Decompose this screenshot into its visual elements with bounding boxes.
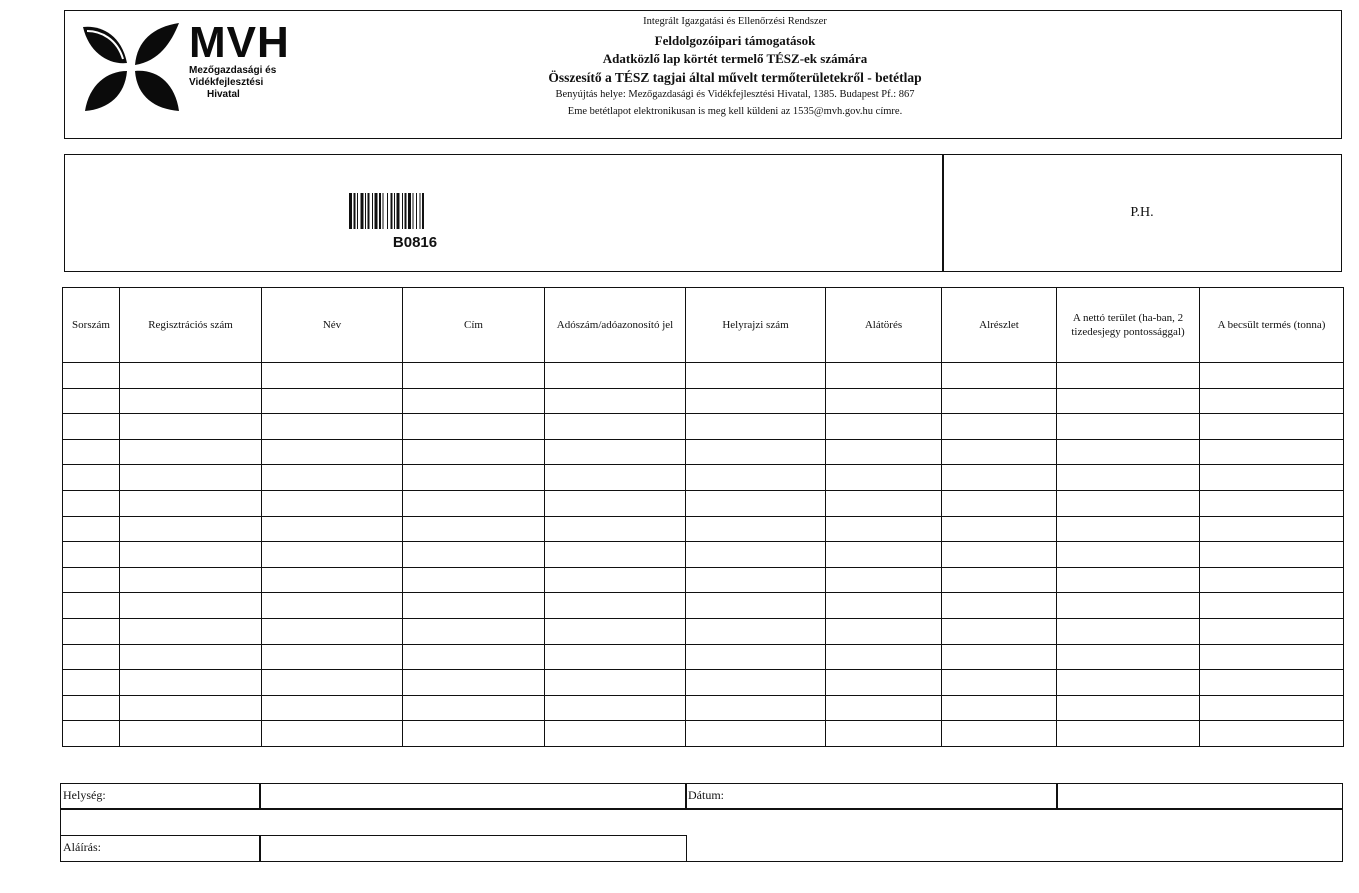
table-cell[interactable]	[1200, 363, 1344, 389]
signature-field[interactable]	[259, 835, 687, 862]
table-cell[interactable]	[262, 542, 403, 568]
table-row	[63, 644, 1344, 670]
table-cell[interactable]	[686, 644, 826, 670]
table-cell[interactable]	[120, 721, 262, 747]
table-cell[interactable]	[1057, 363, 1200, 389]
table-cell[interactable]	[942, 721, 1057, 747]
table-cell[interactable]	[942, 490, 1057, 516]
table-cell[interactable]	[826, 695, 942, 721]
table-cell[interactable]	[120, 465, 262, 491]
table-cell[interactable]	[545, 388, 686, 414]
table-cell[interactable]	[826, 363, 942, 389]
table-cell[interactable]	[403, 593, 545, 619]
table-cell[interactable]	[1057, 388, 1200, 414]
table-cell[interactable]	[686, 567, 826, 593]
table-cell[interactable]	[63, 439, 120, 465]
table-cell[interactable]	[262, 388, 403, 414]
table-cell[interactable]	[63, 465, 120, 491]
form-title: Adatközlő lap körtét termelő TÉSZ-ek számára	[602, 51, 868, 66]
column-header: Név	[262, 288, 403, 363]
table-cell[interactable]	[826, 542, 942, 568]
table-row	[63, 542, 1344, 568]
table-cell[interactable]	[686, 542, 826, 568]
table-cell[interactable]	[403, 644, 545, 670]
table-cell[interactable]	[545, 414, 686, 440]
table-cell[interactable]	[826, 721, 942, 747]
table-cell[interactable]	[686, 388, 826, 414]
table-cell[interactable]	[942, 695, 1057, 721]
table-cell[interactable]	[403, 439, 545, 465]
table-cell[interactable]	[1057, 618, 1200, 644]
table-cell[interactable]	[63, 618, 120, 644]
table-row	[63, 465, 1344, 491]
table-cell[interactable]	[1057, 439, 1200, 465]
table-cell[interactable]	[686, 414, 826, 440]
table-row	[63, 618, 1344, 644]
table-cell[interactable]	[545, 644, 686, 670]
table-cell[interactable]	[1200, 516, 1344, 542]
table-cell[interactable]	[545, 439, 686, 465]
table-cell[interactable]	[1200, 388, 1344, 414]
column-header: Helyrajzi szám	[686, 288, 826, 363]
table-cell[interactable]	[686, 465, 826, 491]
signature-label: Aláírás:	[60, 835, 261, 862]
table-cell[interactable]	[826, 593, 942, 619]
table-cell[interactable]	[262, 618, 403, 644]
table-row	[63, 567, 1344, 593]
table-row	[63, 490, 1344, 516]
table-cell[interactable]	[262, 567, 403, 593]
table-cell[interactable]	[1200, 618, 1344, 644]
table-row	[63, 414, 1344, 440]
table-cell[interactable]	[1057, 465, 1200, 491]
table-cell[interactable]	[63, 490, 120, 516]
table-cell[interactable]	[63, 388, 120, 414]
table-cell[interactable]	[262, 670, 403, 696]
table-cell[interactable]	[1200, 721, 1344, 747]
table-cell[interactable]	[63, 670, 120, 696]
mvh-logo	[79, 19, 289, 115]
table-cell[interactable]	[545, 721, 686, 747]
table-cell[interactable]	[826, 388, 942, 414]
table-cell[interactable]	[403, 465, 545, 491]
table-cell[interactable]	[1057, 670, 1200, 696]
column-header: Adószám/adóazonosító jel	[545, 288, 686, 363]
table-cell[interactable]	[120, 363, 262, 389]
table-cell[interactable]	[826, 516, 942, 542]
column-header: Regisztrációs szám	[120, 288, 262, 363]
table-cell[interactable]	[120, 439, 262, 465]
table-cell[interactable]	[942, 465, 1057, 491]
table-cell[interactable]	[1200, 567, 1344, 593]
table-cell[interactable]	[686, 363, 826, 389]
table-cell[interactable]	[63, 542, 120, 568]
table-cell[interactable]	[1200, 593, 1344, 619]
table-cell[interactable]	[826, 465, 942, 491]
table-cell[interactable]	[120, 593, 262, 619]
column-header: Alrészlet	[942, 288, 1057, 363]
form-code: B0816	[392, 234, 438, 251]
table-cell[interactable]	[686, 670, 826, 696]
table-cell[interactable]	[120, 644, 262, 670]
program-title: Feldolgozóipari támogatások	[654, 33, 816, 48]
table-cell[interactable]	[120, 490, 262, 516]
parcel-table	[62, 287, 1344, 747]
table-cell[interactable]	[262, 414, 403, 440]
table-cell[interactable]	[403, 516, 545, 542]
logo-wordmark: MVH	[189, 18, 290, 67]
table-cell[interactable]	[262, 439, 403, 465]
table-cell[interactable]	[1057, 567, 1200, 593]
table-cell[interactable]	[942, 542, 1057, 568]
table-cell[interactable]	[63, 695, 120, 721]
logo-subtitle-line-3: Hivatal	[207, 89, 240, 100]
system-name: Integrált Igazgatási és Ellenőrzési Rendszer	[643, 16, 827, 27]
table-cell[interactable]	[1057, 490, 1200, 516]
table-cell[interactable]	[826, 567, 942, 593]
table-cell[interactable]	[403, 388, 545, 414]
table-cell[interactable]	[120, 542, 262, 568]
column-header: Sorszám	[63, 288, 120, 363]
table-cell[interactable]	[1057, 516, 1200, 542]
stamp-label: P.H.	[1130, 205, 1154, 220]
table-cell[interactable]	[1057, 593, 1200, 619]
table-cell[interactable]	[1057, 542, 1200, 568]
table-cell[interactable]	[120, 618, 262, 644]
table-cell[interactable]	[942, 363, 1057, 389]
table-cell[interactable]	[63, 363, 120, 389]
table-cell[interactable]	[826, 490, 942, 516]
form-subtitle: Összesítő a TÉSZ tagjai által művelt termőterületekről - betétlap	[548, 70, 922, 85]
table-cell[interactable]	[403, 721, 545, 747]
table-cell[interactable]	[545, 567, 686, 593]
table-cell[interactable]	[686, 618, 826, 644]
table-cell[interactable]	[545, 516, 686, 542]
table-cell[interactable]	[403, 542, 545, 568]
table-cell[interactable]	[120, 516, 262, 542]
table-cell[interactable]	[63, 516, 120, 542]
table-cell[interactable]	[545, 670, 686, 696]
table-cell[interactable]	[826, 439, 942, 465]
table-row	[63, 439, 1344, 465]
logo-subtitle-line-2: Vidékfejlesztési	[189, 77, 264, 88]
table-cell[interactable]	[942, 644, 1057, 670]
table-cell[interactable]	[262, 721, 403, 747]
table-row	[63, 388, 1344, 414]
table-cell[interactable]	[1200, 644, 1344, 670]
table-cell[interactable]	[545, 490, 686, 516]
table-cell[interactable]	[1057, 644, 1200, 670]
table-cell[interactable]	[942, 439, 1057, 465]
table-cell[interactable]	[403, 567, 545, 593]
table-cell[interactable]	[1200, 414, 1344, 440]
email-note: Eme betétlapot elektronikusan is meg kell küldeni az 1535@mvh.gov.hu címre.	[567, 106, 903, 117]
table-cell[interactable]	[686, 439, 826, 465]
table-cell[interactable]	[942, 414, 1057, 440]
table-cell[interactable]	[942, 388, 1057, 414]
table-cell[interactable]	[686, 490, 826, 516]
table-body	[63, 363, 1344, 747]
table-cell[interactable]	[262, 363, 403, 389]
column-header: A becsült termés (tonna)	[1200, 288, 1344, 363]
barcode-icon	[349, 193, 481, 229]
table-row	[63, 363, 1344, 389]
table-cell[interactable]	[1057, 414, 1200, 440]
table-cell[interactable]	[63, 721, 120, 747]
table-cell[interactable]	[120, 670, 262, 696]
table-cell[interactable]	[1200, 670, 1344, 696]
table-row	[63, 695, 1344, 721]
table-cell[interactable]	[120, 414, 262, 440]
table-cell[interactable]	[826, 644, 942, 670]
table-cell[interactable]	[1200, 465, 1344, 491]
table-cell[interactable]	[1200, 490, 1344, 516]
form-header	[64, 10, 1342, 139]
table-cell[interactable]	[686, 516, 826, 542]
table-cell[interactable]	[120, 567, 262, 593]
table-cell[interactable]	[63, 644, 120, 670]
table-cell[interactable]	[403, 414, 545, 440]
table-cell[interactable]	[403, 695, 545, 721]
table-cell[interactable]	[262, 490, 403, 516]
table-cell[interactable]	[120, 695, 262, 721]
table-cell[interactable]	[262, 695, 403, 721]
table-cell[interactable]	[686, 721, 826, 747]
table-cell[interactable]	[826, 414, 942, 440]
table-row	[63, 721, 1344, 747]
table-row	[63, 516, 1344, 542]
table-cell[interactable]	[63, 593, 120, 619]
table-cell[interactable]	[545, 542, 686, 568]
table-cell[interactable]	[403, 670, 545, 696]
leaf-emblem-icon	[79, 19, 183, 115]
table-cell[interactable]	[942, 593, 1057, 619]
column-header: Alátörés	[826, 288, 942, 363]
table-cell[interactable]	[545, 465, 686, 491]
table-cell[interactable]	[826, 618, 942, 644]
signature-footer	[60, 783, 1343, 862]
date-field[interactable]	[1056, 783, 1343, 810]
table-cell[interactable]	[686, 695, 826, 721]
stamp-panel	[942, 154, 1342, 272]
table-cell[interactable]	[262, 644, 403, 670]
table-cell[interactable]	[686, 593, 826, 619]
table-cell[interactable]	[262, 593, 403, 619]
table-cell[interactable]	[545, 618, 686, 644]
table-cell[interactable]	[262, 465, 403, 491]
table-cell[interactable]	[63, 414, 120, 440]
table-cell[interactable]	[942, 670, 1057, 696]
table-cell[interactable]	[120, 388, 262, 414]
table-cell[interactable]	[545, 695, 686, 721]
place-label: Helység:	[60, 783, 261, 810]
table-cell[interactable]	[1200, 439, 1344, 465]
table-cell[interactable]	[942, 618, 1057, 644]
place-field[interactable]	[259, 783, 687, 810]
table-cell[interactable]	[1057, 721, 1200, 747]
table-cell[interactable]	[1057, 695, 1200, 721]
table-header-row	[63, 288, 1344, 363]
table-cell[interactable]	[403, 618, 545, 644]
date-label: Dátum:	[685, 783, 1058, 810]
column-header: Cím	[403, 288, 545, 363]
table-cell[interactable]	[1200, 542, 1344, 568]
table-row	[63, 593, 1344, 619]
table-cell[interactable]	[545, 363, 686, 389]
table-cell[interactable]	[942, 516, 1057, 542]
logo-subtitle-line-1: Mezőgazdasági és	[189, 65, 277, 76]
table-row	[63, 670, 1344, 696]
barcode-panel	[64, 154, 944, 272]
submission-place: Benyújtás helye: Mezőgazdasági és Vidékfejlesztési Hivatal, 1385. Budapest Pf.: 867	[555, 89, 915, 100]
table-cell[interactable]	[403, 490, 545, 516]
table-cell[interactable]	[262, 516, 403, 542]
table-cell[interactable]	[1200, 695, 1344, 721]
column-header: A nettó terület (ha-ban, 2 tizedesjegy pontossággal)	[1057, 288, 1200, 363]
table-cell[interactable]	[826, 670, 942, 696]
table-cell[interactable]	[942, 567, 1057, 593]
table-cell[interactable]	[403, 363, 545, 389]
table-cell[interactable]	[545, 593, 686, 619]
table-cell[interactable]	[63, 567, 120, 593]
